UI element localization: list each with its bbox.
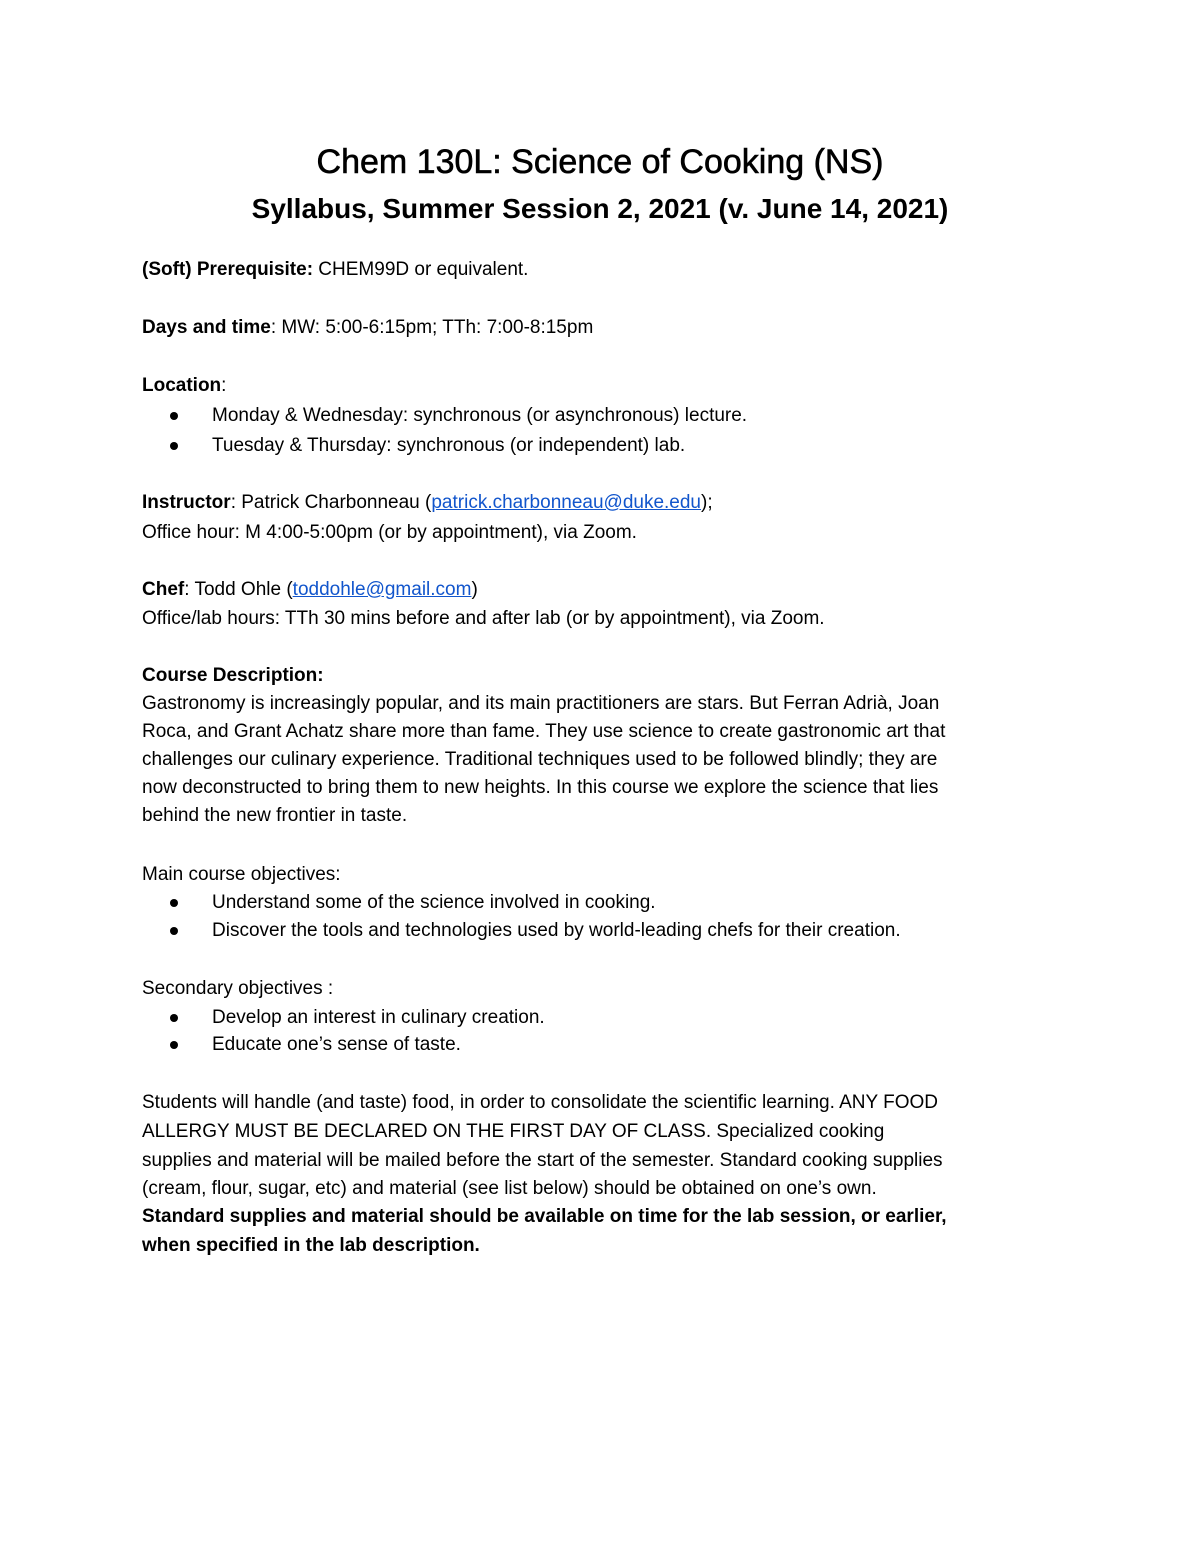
bullet-icon: [170, 412, 178, 420]
main-objectives-heading: Main course objectives:: [142, 864, 341, 885]
days-time-line: [142, 314, 593, 342]
chef-name: : Todd Ohle (: [184, 579, 293, 600]
instructor-email-link[interactable]: patrick.charbonneau@duke.edu: [431, 492, 701, 513]
days-time-value: : MW: 5:00-6:15pm; TTh: 7:00-8:15pm: [270, 317, 594, 338]
closing-bold-line: [142, 1232, 480, 1260]
main-objective-text: Discover the tools and technologies used by world-leading chefs for their creation.: [212, 920, 901, 941]
page-subtitle: Syllabus, Summer Session 2, 2021 (v. June 14, 2021): [251, 193, 949, 224]
closing-bold-text: Standard supplies and material should be available on time for the lab session, or earlier,: [142, 1206, 947, 1227]
course-description-label: Course Description:: [142, 665, 324, 686]
instructor-name: : Patrick Charbonneau (: [230, 492, 432, 513]
bullet-icon: [170, 1041, 178, 1049]
location-item-text: Monday & Wednesday: synchronous (or asynchronous) lecture.: [212, 405, 748, 426]
course-description-line: now deconstructed to bring them to new heights. In this course we explore the science that lies: [142, 777, 939, 798]
instructor-line: [142, 489, 713, 517]
course-description-line: Gastronomy is increasingly popular, and its main practitioners are stars. But Ferran Adrià, Joan: [142, 693, 940, 714]
closing-line: (cream, flour, sugar, etc) and material (see list below) should be obtained on one’s own.: [142, 1178, 877, 1199]
chef-email-link[interactable]: toddohle@gmail.com: [292, 579, 472, 600]
closing-line: ALLERGY MUST BE DECLARED ON THE FIRST DAY OF CLASS. Specialized cooking: [142, 1121, 885, 1142]
chef-line: [142, 576, 478, 604]
prerequisite-label: (Soft) Prerequisite:: [142, 259, 314, 280]
location-label: Location: [142, 375, 222, 396]
location-suffix: :: [221, 375, 227, 396]
instructor-label: Instructor: [142, 492, 231, 513]
instructor-office-hour: Office hour: M 4:00-5:00pm (or by appointment), via Zoom.: [142, 522, 637, 543]
chef-after: ): [471, 579, 478, 600]
chef-office-hours: Office/lab hours: TTh 30 mins before and after lab (or by appointment), via Zoom.: [142, 608, 825, 629]
closing-bold-line: [142, 1203, 947, 1231]
secondary-objective-text: Develop an interest in culinary creation.: [212, 1007, 545, 1028]
location-item-text: Tuesday & Thursday: synchronous (or independent) lab.: [212, 435, 686, 456]
main-objective-text: Understand some of the science involved in cooking.: [212, 892, 656, 913]
secondary-objectives-heading: Secondary objectives :: [142, 978, 334, 999]
bullet-icon: [170, 442, 178, 450]
chef-label: Chef: [142, 579, 185, 600]
bullet-icon: [170, 1014, 178, 1022]
bullet-icon: [170, 927, 178, 935]
prerequisite-line: [142, 256, 528, 284]
closing-line: Students will handle (and taste) food, in order to consolidate the scientific learning. ANY FOOD: [142, 1092, 938, 1113]
course-description-line: Roca, and Grant Achatz share more than fame. They use science to create gastronomic art that: [142, 721, 946, 742]
days-time-label: Days and time: [142, 317, 271, 338]
closing-line: supplies and material will be mailed before the start of the semester. Standard cooking supplies: [142, 1150, 943, 1171]
instructor-after: );: [701, 492, 713, 513]
closing-bold-text: when specified in the lab description.: [142, 1235, 480, 1256]
page-title: Chem 130L: Science of Cooking (NS): [316, 143, 884, 181]
secondary-objective-text: Educate one’s sense of taste.: [212, 1034, 461, 1055]
course-description-line: challenges our culinary experience. Traditional techniques used to be followed blindly; they are: [142, 749, 938, 770]
location-heading: [142, 372, 226, 400]
course-description-heading: [142, 662, 324, 690]
bullet-icon: [170, 899, 178, 907]
prerequisite-value: CHEM99D or equivalent.: [313, 259, 529, 280]
course-description-line: behind the new frontier in taste.: [142, 805, 408, 826]
